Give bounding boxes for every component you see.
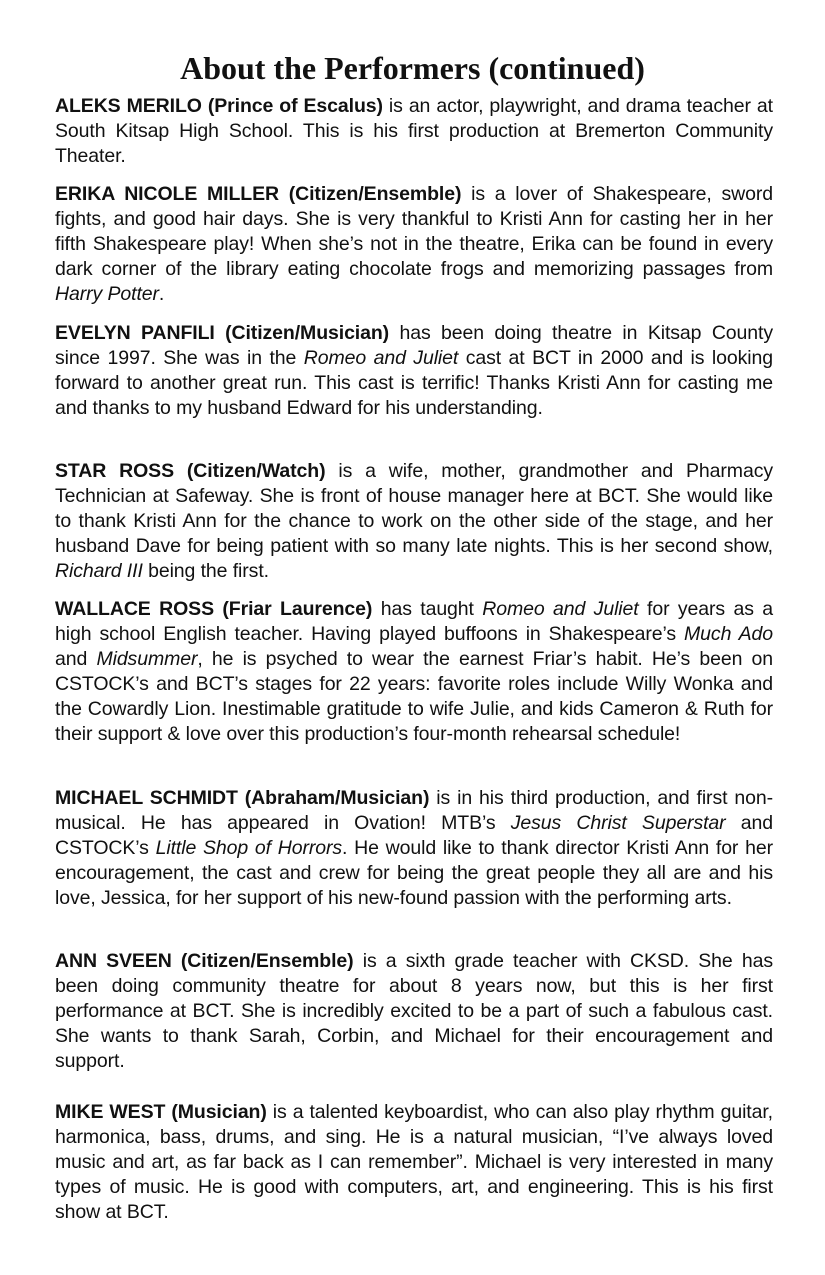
performer-bio-miller <box>55 182 773 307</box>
bio-text: . <box>158 283 165 305</box>
performer-name: EVELYN PANFILI (Citizen/Musician) <box>55 322 390 344</box>
page-title: About the Performers (continued) <box>180 50 645 86</box>
bio-title-italic: Romeo and Juliet <box>482 598 639 620</box>
bio-text: and <box>55 648 97 670</box>
bio-text: has taught <box>372 598 483 620</box>
bio-text: cast at BCT in 2000 and is looking forward to another great run. This cast is terrific! Thanks Kristi Ann for casting me and thanks to my husband Edward for his understanding. <box>55 347 773 419</box>
bio-text: is an actor, playwright, and drama teacher at South Kitsap High School. This is his first production at Bremerton Community Theater. <box>55 95 773 167</box>
performer-name: ERIKA NICOLE MILLER (Citizen/Ensemble) <box>55 183 462 205</box>
bio-text: being the first. <box>142 560 269 582</box>
bio-text: , he is psyched to wear the earnest Friar’s habit. He’s been on CSTOCK’s and BCT’s stages for 22 years: favorite roles include Willy Wonka and the Cowardly Lion. Inestimable gratitude to wife Julie, and kids Cameron & Ruth for their support & love over this production’s four-month rehearsal schedule! <box>55 648 774 745</box>
bio-title-italic: Romeo and Juliet <box>303 347 459 369</box>
performer-bio-wallace-ross <box>55 597 773 747</box>
bio-text: is in his third production, and first non-musical. He has appeared in Ovation! MTB’s <box>55 787 773 834</box>
bio-text: is a wife, mother, grandmother and Pharmacy Technician at Safeway. She is front of house manager here at BCT. She would like to thank Kristi Ann for the chance to work on the other side of the stage, and her husband Dave for being patient with so many late nights. This is her second show, <box>55 460 773 557</box>
bio-text: for years as a high school English teacher. Having played buffoons in Shakespeare’s <box>55 598 773 645</box>
bio-title-italic: Jesus Christ Superstar <box>510 812 726 834</box>
bio-text: and CSTOCK’s <box>55 812 773 859</box>
performer-name: ANN SVEEN (Citizen/Ensemble) <box>55 950 354 972</box>
performer-bio-merilo <box>55 94 773 169</box>
bio-text: . He would like to thank director Kristi Ann for her encouragement, the cast and crew for being the great people they all are and his love, Jessica, for her support of his new-found passion with the performing arts. <box>55 837 773 909</box>
performer-name: MICHAEL SCHMIDT (Abraham/Musician) <box>55 787 430 809</box>
bio-title-italic: Midsummer <box>96 648 198 670</box>
performer-bio-west <box>55 1100 773 1225</box>
performer-name: WALLACE ROSS (Friar Laurence) <box>55 598 373 620</box>
bio-text: is a lover of Shakespeare, sword fights, and good hair days. She is very thankful to Kristi Ann for casting her in her fifth Shakespeare play! When she’s not in the theatre, Erika can be found in every dark corner of the library eating chocolate frogs and memorizing passages from <box>55 183 773 280</box>
performer-bio-panfili <box>55 321 773 421</box>
performer-name: MIKE WEST (Musician) <box>55 1101 267 1123</box>
bio-title-italic: Richard III <box>55 560 143 582</box>
bio-text: is a talented keyboardist, who can also play rhythm guitar, harmonica, bass, drums, and sing. He is a natural musician, “I’ve always loved music and art, as far back as I can remember”. Michael is very interested in many types of music. He is good with computers, art, and engineering. This is his first show at BCT. <box>55 1101 773 1223</box>
bio-title-italic: Much Ado <box>684 623 773 645</box>
performer-name: STAR ROSS (Citizen/Watch) <box>55 460 326 482</box>
bio-text: has been doing theatre in Kitsap County since 1997. She was in the <box>55 322 773 369</box>
bio-title-italic: Little Shop of Horrors <box>155 837 343 859</box>
bio-title-italic: Harry Potter <box>55 283 159 305</box>
performer-bio-star-ross <box>55 459 773 584</box>
bio-text: is a sixth grade teacher with CKSD. She has been doing community theatre for about 8 years now, but this is her first performance at BCT. She is incredibly excited to be a part of such a fabulous cast. She wants to thank Sarah, Corbin, and Michael for their encouragement and support. <box>55 950 773 1072</box>
performer-bio-schmidt <box>55 786 773 911</box>
performer-bio-sveen <box>55 949 773 1074</box>
performer-name: ALEKS MERILO (Prince of Escalus) <box>55 95 383 117</box>
